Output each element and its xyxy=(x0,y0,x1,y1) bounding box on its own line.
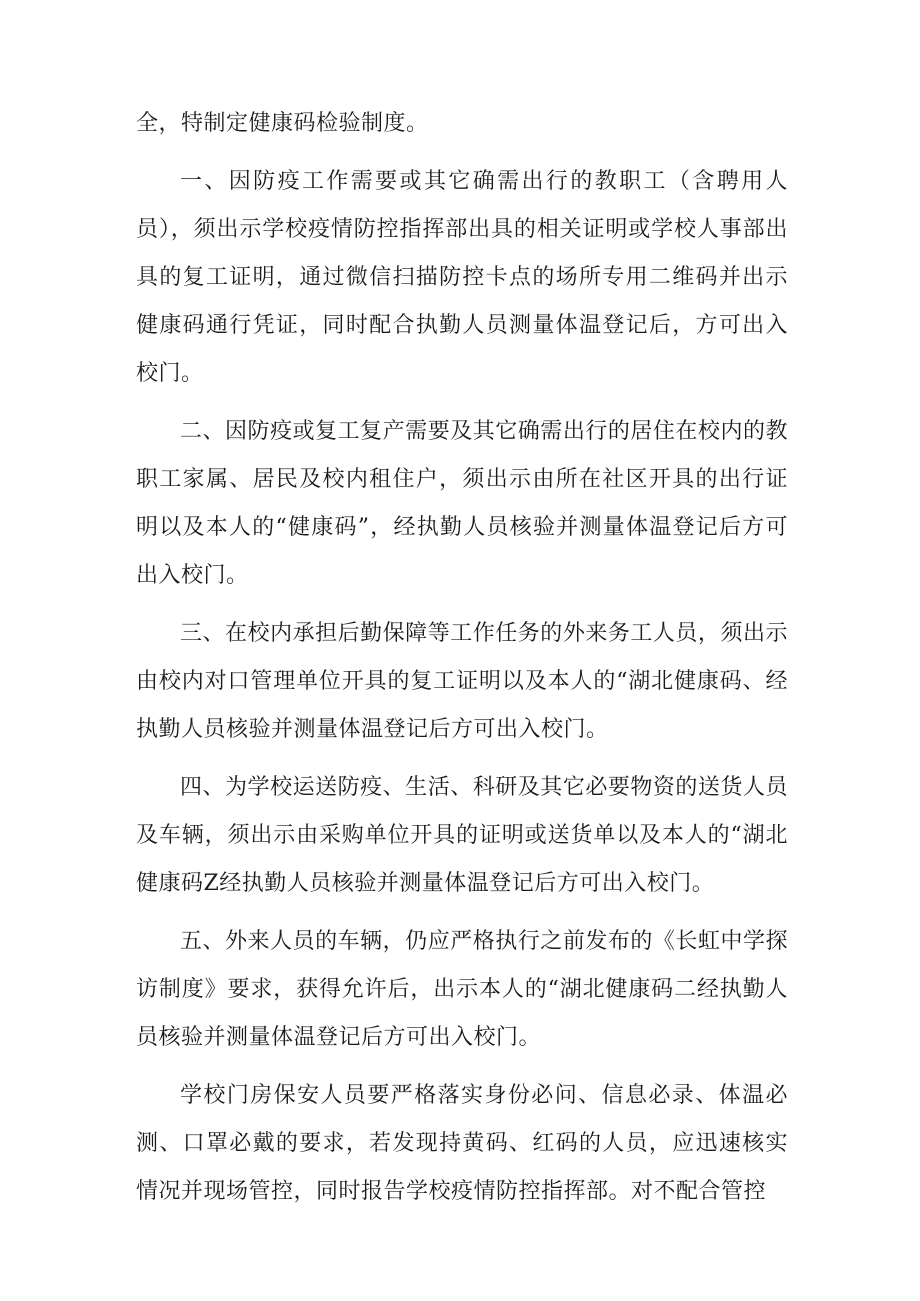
paragraph-security-duties: 学校门房保安人员要严格落实身份必问、信息必录、体温必测、口罩必戴的要求，若发现持黄码、红码的人员，应迅速核实情况并现场管控，同时报告学校疫情防控指挥部。对不配合管控 xyxy=(136,1083,788,1204)
document-body xyxy=(136,100,788,1216)
paragraph-item-4: 四、为学校运送防疫、生活、科研及其它必要物资的送货人员及车辆，须出示由采购单位开具的证明或送货单以及本人的“湖北健康码Z经执勤人员核验并测量体温登记后方可出入校门。 xyxy=(136,775,788,896)
paragraph-item-1: 一、因防疫工作需要或其它确需出行的教职工（含聘用人员），须出示学校疫情防控指挥部出具的相关证明或学校人事部出具的复工证明，通过微信扫描防控卡点的场所专用二维码并出示健康码通行凭证，同时配合执勤人员测量体温登记后，方可出入校门。 xyxy=(136,169,788,386)
paragraph-item-3: 三、在校内承担后勤保障等工作任务的外来务工人员，须出示由校内对口管理单位开具的复工证明以及本人的“湖北健康码、经执勤人员核验并测量体温登记后方可出入校门。 xyxy=(136,621,788,742)
paragraph-item-2: 二、因防疫或复工复产需要及其它确需出行的居住在校内的教职工家属、居民及校内租住户，须出示由所在社区开具的出行证明以及本人的“健康码”，经执勤人员核验并测量体温登记后方可出入校门。 xyxy=(136,419,788,588)
paragraph-item-5: 五、外来人员的车辆，仍应严格执行之前发布的《长虹中学探访制度》要求，获得允许后，出示本人的“湖北健康码二经执勤人员核验并测量体温登记后方可出入校门。 xyxy=(136,929,788,1050)
paragraph-intro-tail: 全，特制定健康码检验制度。 xyxy=(136,111,429,136)
